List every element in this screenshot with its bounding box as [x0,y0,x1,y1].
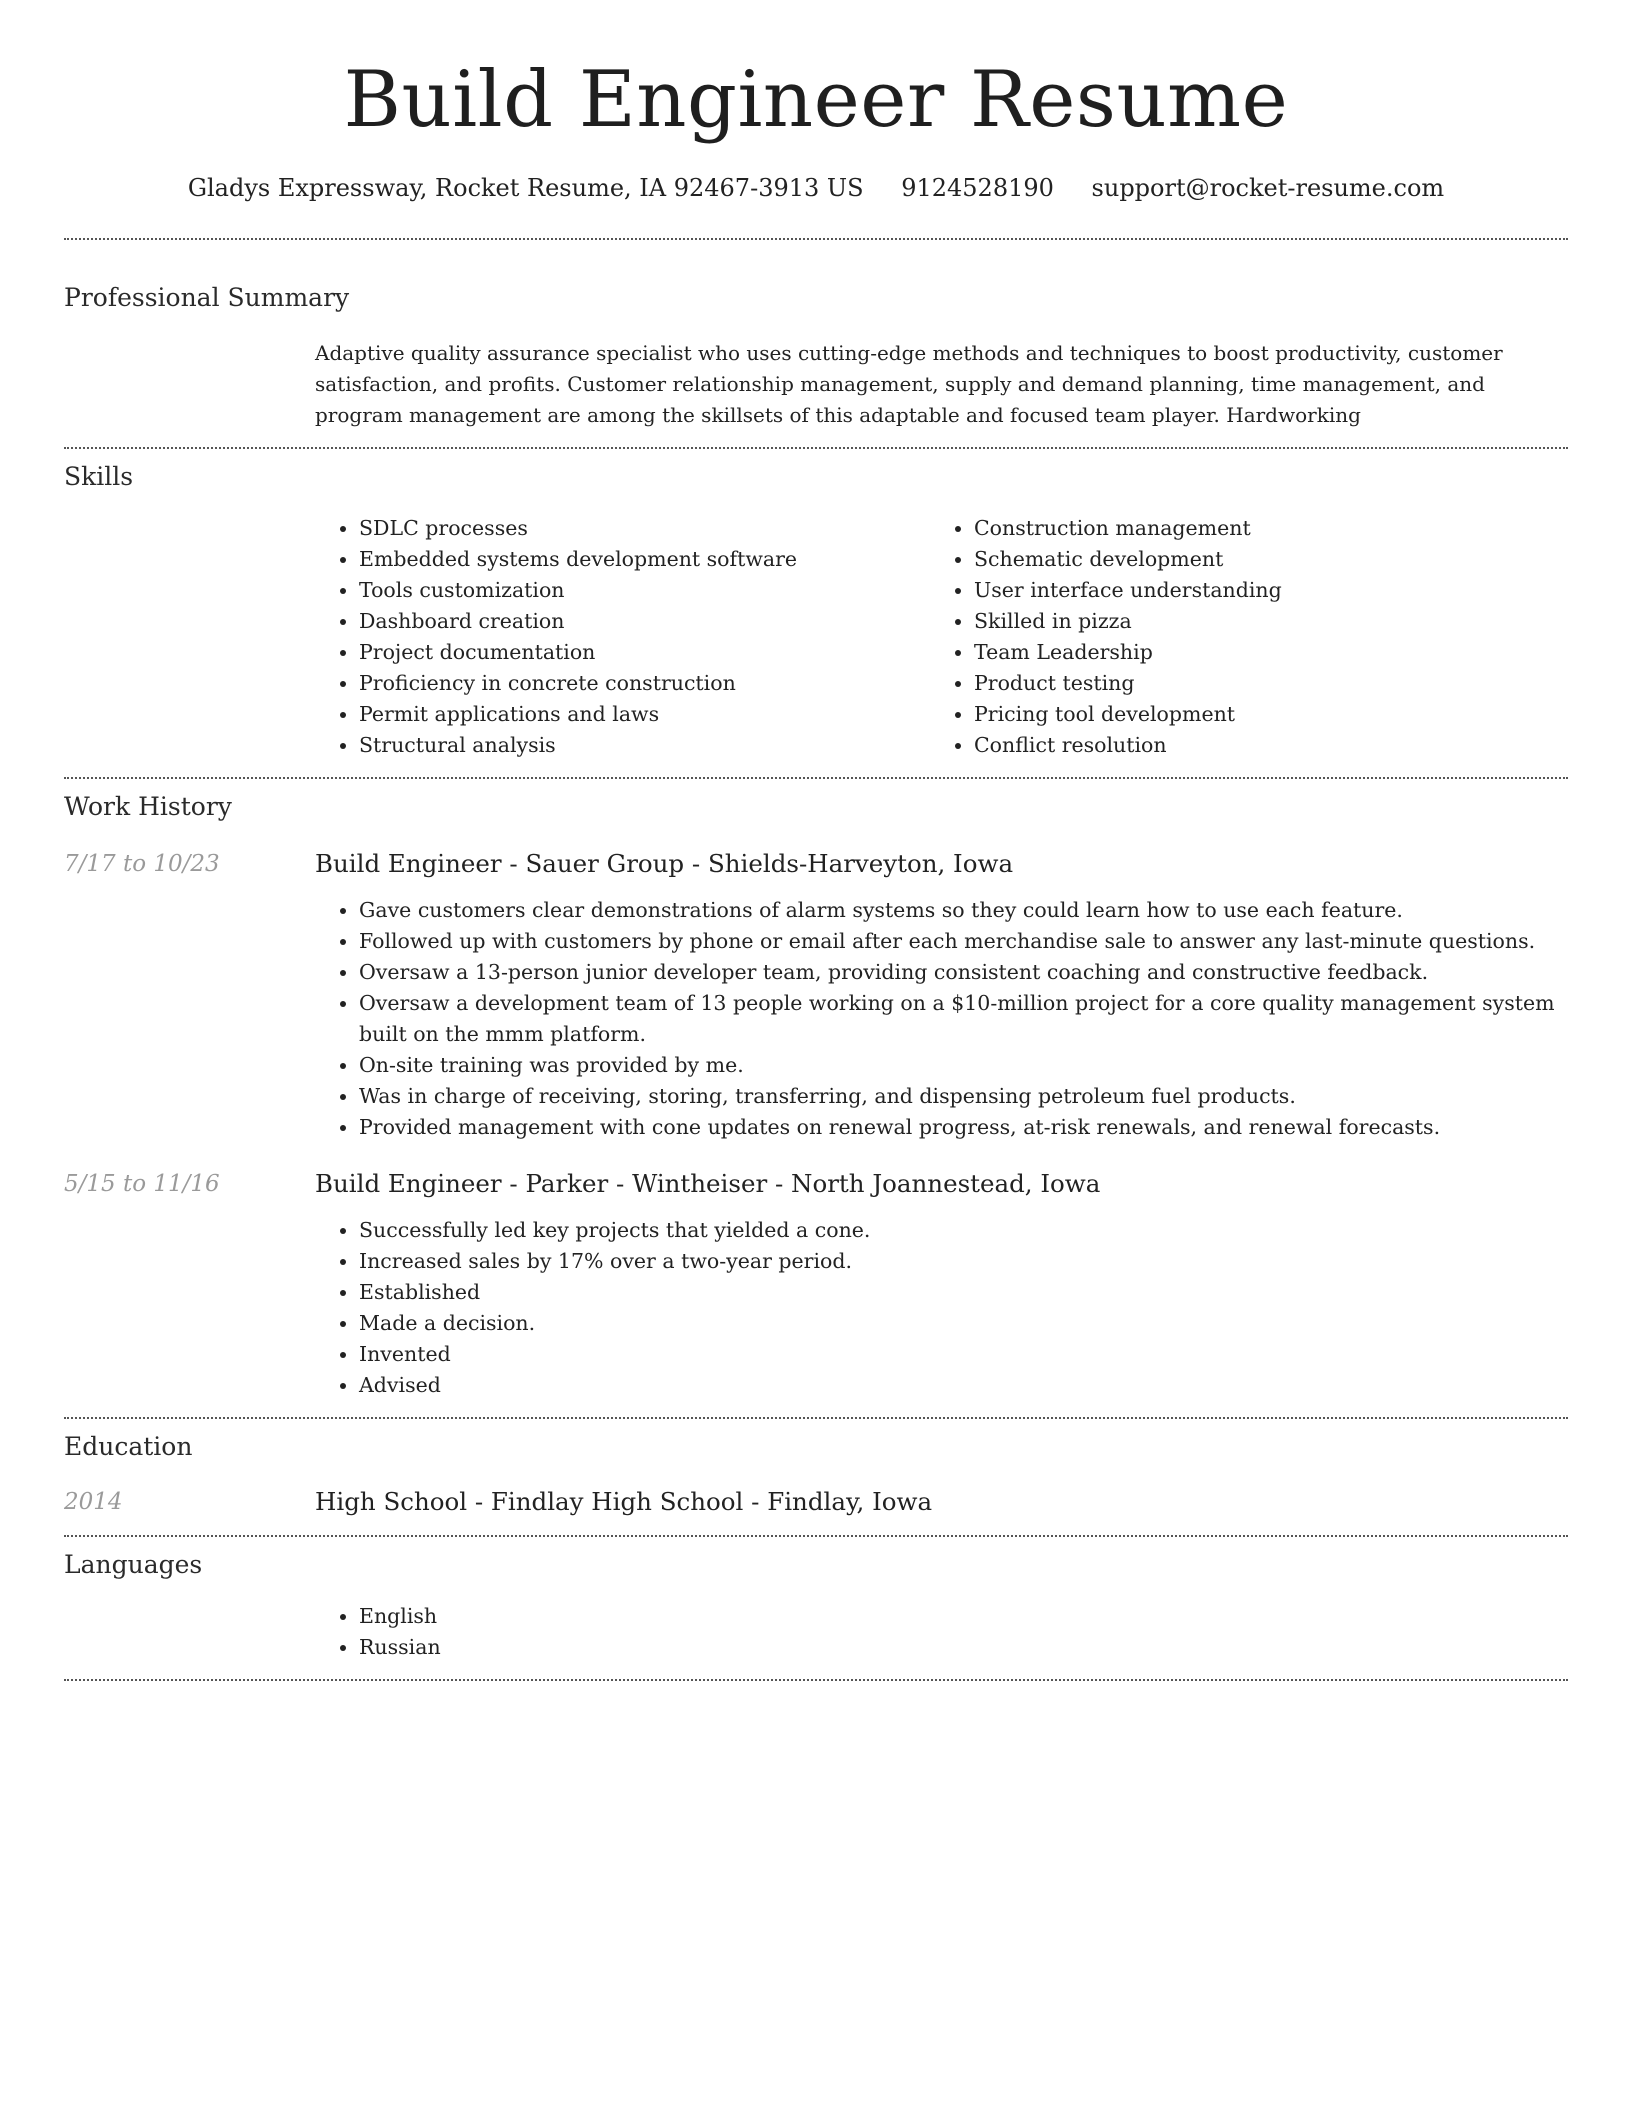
skill-item: • Proficiency in concrete construction [359,668,930,699]
summary-heading: Professional Summary [64,283,350,312]
resume-title: Build Engineer Resume [343,55,1289,145]
languages-heading: Languages [64,1550,203,1579]
job-bullet: • Advised [359,1370,1559,1401]
job-dates: 7/17 to 10/23 [64,851,220,877]
skill-item: • Pricing tool development [974,699,1545,730]
skills-column-left [315,513,930,761]
section-divider [64,447,1568,449]
education-heading: Education [64,1432,193,1461]
skill-item: • Dashboard creation [359,606,930,637]
job-title: Build Engineer - Parker - Wintheiser - North Joannestead, Iowa [315,1169,1101,1198]
job-bullet: • Followed up with customers by phone or email after each merchandise sale to answer any last-minute questions. [359,926,1559,957]
job-bullet: • On-site training was provided by me. [359,1050,1559,1081]
skills-heading: Skills [64,462,134,491]
contact-phone: 9124528190 [901,174,1054,202]
section-divider [64,1417,1568,1419]
job-dates: 5/15 to 11/16 [64,1171,220,1197]
section-divider [64,1679,1568,1681]
section-divider [64,238,1568,240]
job-bullet: • Oversaw a development team of 13 people working on a $10-million project for a core quality management system built on the mmm platform. [359,988,1559,1050]
section-divider [64,777,1568,779]
skills-list [315,513,1568,777]
job-bullet: • Increased sales by 17% over a two-year period. [359,1246,1559,1277]
contact-email: support@rocket-resume.com [1091,174,1445,202]
skill-item: • SDLC processes [359,513,930,544]
job-entry [64,847,1568,1143]
job-bullet: • Gave customers clear demonstrations of alarm systems so they could learn how to use each feature. [359,895,1559,926]
contact-line [64,172,1568,204]
skills-column-right [930,513,1545,761]
skill-item: • Conflict resolution [974,730,1545,761]
job-body [315,1167,1568,1401]
language-item: • English [359,1601,1568,1632]
education-year: 2014 [64,1489,123,1515]
job-title: Build Engineer - Sauer Group - Shields-Harveyton, Iowa [315,849,1014,878]
skill-item: • Construction management [974,513,1545,544]
job-bullet: • Provided management with cone updates on renewal progress, at-risk renewals, and renewal forecasts. [359,1112,1559,1143]
contact-address: Gladys Expressway, Rocket Resume, IA 92467-3913 US [187,174,864,202]
job-entry [64,1167,1568,1401]
job-bullet: • Was in charge of receiving, storing, transferring, and dispensing petroleum fuel products. [359,1081,1559,1112]
languages-items [315,1601,1568,1663]
education-entry [64,1485,1568,1535]
work-heading: Work History [64,792,232,821]
summary-text: Adaptive quality assurance specialist who uses cutting-edge methods and techniques to boost productivity, customer satisfaction, and profits. Customer relationship management, supply and demand planning, time management, and program management are among the skillsets of this adaptable and focused team player. Hardworking [315,341,1503,427]
skill-item: • Permit applications and laws [359,699,930,730]
education-title: High School - Findlay High School - Findlay, Iowa [315,1487,933,1516]
job-bullet: • Made a decision. [359,1308,1559,1339]
job-body [315,847,1568,1143]
skill-item: • Product testing [974,668,1545,699]
skill-item: • Tools customization [359,575,930,606]
skill-item: • Skilled in pizza [974,606,1545,637]
job-bullets [315,1215,1559,1401]
resume-page [64,0,1568,1681]
language-item: • Russian [359,1632,1568,1663]
job-bullet: • Invented [359,1339,1559,1370]
job-bullet: • Successfully led key projects that yielded a cone. [359,1215,1559,1246]
languages-list [315,1601,1568,1679]
section-divider [64,1535,1568,1537]
skill-item: • Schematic development [974,544,1545,575]
job-bullet: • Oversaw a 13-person junior developer team, providing consistent coaching and constructive feedback. [359,957,1559,988]
job-bullets [315,895,1559,1143]
job-bullet: • Established [359,1277,1559,1308]
skill-item: • Embedded systems development software [359,544,930,575]
skill-item: • User interface understanding [974,575,1545,606]
skill-item: • Structural analysis [359,730,930,761]
skill-item: • Team Leadership [974,637,1545,668]
skill-item: • Project documentation [359,637,930,668]
